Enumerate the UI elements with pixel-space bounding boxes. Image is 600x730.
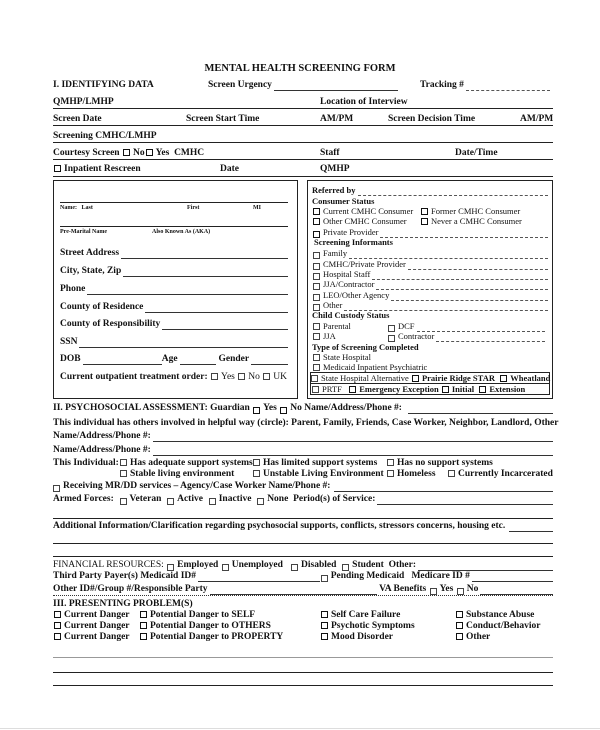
option-prairie[interactable]: Prairie Ridge STAR xyxy=(411,373,495,383)
informant-cmhc[interactable]: CMHC/Private Provider xyxy=(312,259,548,270)
phone-field[interactable] xyxy=(60,284,288,295)
county-residence-label: County of Residence xyxy=(60,302,144,312)
dob-label: DOB xyxy=(60,354,81,364)
screen-date-label: Screen Date xyxy=(53,114,102,124)
checkbox-yes[interactable] xyxy=(211,373,218,380)
county-residence-field[interactable] xyxy=(60,302,288,313)
premarital-label: Pre-Marital Name xyxy=(60,229,108,235)
dob-row[interactable] xyxy=(60,354,288,365)
cmhc-label: CMHC xyxy=(174,148,205,158)
problem-conduct[interactable]: Conduct/Behavior xyxy=(455,621,540,632)
option-parental[interactable]: Parental xyxy=(312,321,351,332)
checkbox-guardian-no xyxy=(280,407,287,414)
option-former-cmhc[interactable]: Former CMHC Consumer xyxy=(420,206,520,217)
dotted-divider xyxy=(53,595,553,596)
problem-substance-abuse[interactable]: Substance Abuse xyxy=(455,610,534,621)
phone-label: Phone xyxy=(60,284,86,294)
option-stable[interactable]: Stable living environment xyxy=(119,469,234,480)
screen-start-time-label: Screen Start Time xyxy=(186,114,260,124)
screening-row-1 xyxy=(311,373,550,384)
screen-urgency-field[interactable] xyxy=(208,80,398,91)
type-screening-heading: Type of Screening Completed xyxy=(312,342,419,352)
section-1-heading: I. IDENTIFYING DATA xyxy=(53,80,154,90)
armed-forces-row[interactable]: Armed Forces: Veteran Active Inactive None Period(s) of Service: xyxy=(53,494,553,505)
name-address-field-1[interactable]: Name/Address/Phone #: xyxy=(53,431,553,442)
underline xyxy=(53,176,553,177)
ssn-field[interactable] xyxy=(60,337,288,348)
informant-leo[interactable]: LEO/Other Agency xyxy=(312,290,548,301)
street-address-field[interactable] xyxy=(60,248,288,259)
tracking-label: Tracking # xyxy=(420,80,464,90)
name-address-field-2[interactable]: Name/Address/Phone #: xyxy=(53,445,553,456)
financial-label: FINANCIAL RESOURCES: xyxy=(53,560,164,570)
page-edge xyxy=(0,728,600,729)
checkbox-yes[interactable] xyxy=(146,149,153,156)
other-id-row[interactable]: Other ID#/Group #/Responsible Party VA Benefits Yes No xyxy=(53,584,553,595)
option-sha[interactable]: State Hospital Alternative xyxy=(311,373,409,383)
option-private-provider[interactable]: Private Provider xyxy=(312,227,548,238)
guardian-row[interactable]: II. PSYCHOSOCIAL ASSESSMENT: Guardian Yes No Name/Address/Phone #: xyxy=(53,403,553,414)
option-unstable[interactable]: Unstable Living Environment xyxy=(252,469,384,480)
option-contractor[interactable]: Contractor xyxy=(387,331,545,342)
tracking-field[interactable] xyxy=(420,80,550,91)
option-extension[interactable]: Extension xyxy=(478,384,525,394)
custody-heading: Child Custody Status xyxy=(312,310,390,320)
underline[interactable] xyxy=(53,556,553,557)
underline[interactable] xyxy=(53,518,553,519)
yes-label: Yes xyxy=(155,148,170,158)
city-field[interactable] xyxy=(60,266,288,277)
financial-row[interactable]: FINANCIAL RESOURCES: Employed Unemployed Disabled Student Other: xyxy=(53,560,553,571)
option-never-cmhc[interactable]: Never a CMHC Consumer xyxy=(420,216,522,227)
screening-row-2 xyxy=(311,384,525,395)
underline xyxy=(53,108,553,109)
first-label: First xyxy=(187,205,200,211)
problem-mood[interactable]: Mood Disorder xyxy=(320,632,393,643)
screen-decision-time-label: Screen Decision Time xyxy=(388,114,476,124)
problem-other[interactable]: Other xyxy=(455,632,490,643)
option-emergency[interactable]: Emergency Exception xyxy=(348,384,439,394)
name-label: Name: Last xyxy=(60,205,93,211)
underline[interactable] xyxy=(53,543,553,544)
problem-current-danger[interactable]: Current Danger xyxy=(53,621,130,632)
qmhp-lmhp-label: QMHP/LMHP xyxy=(53,97,114,107)
problem-danger-others[interactable]: Potential Danger to OTHERS xyxy=(139,621,271,632)
courtesy-label: Courtesy Screen xyxy=(53,148,120,158)
age-label: Age xyxy=(161,354,178,364)
referred-by-field[interactable]: Referred by xyxy=(312,185,548,196)
date-label: Date xyxy=(220,164,239,174)
county-responsibility-field[interactable] xyxy=(60,319,288,330)
problem-current-danger[interactable]: Current Danger xyxy=(53,610,130,621)
option-medicaid-inpatient[interactable]: Medicaid Inpatient Psychiatric xyxy=(312,362,427,373)
city-label: City, State, Zip xyxy=(60,266,122,276)
gender-label: Gender xyxy=(218,354,250,364)
no-label: No xyxy=(132,148,145,158)
checkbox-no[interactable] xyxy=(123,149,130,156)
checkbox-guardian-yes xyxy=(253,407,260,414)
checkbox-inpatient-rescreen[interactable] xyxy=(54,165,61,172)
informant-family[interactable]: Family xyxy=(312,248,548,259)
page-title: MENTAL HEALTH SCREENING FORM xyxy=(204,63,396,74)
aka-label: Also Known As (AKA) xyxy=(152,229,211,235)
ampm-label: AM/PM xyxy=(520,114,554,124)
date-time-label: Date/Time xyxy=(455,148,498,158)
checkbox-no[interactable] xyxy=(238,373,245,380)
problem-current-danger[interactable]: Current Danger xyxy=(53,632,130,643)
third-party-row[interactable]: Third Party Payer(s) Medicaid ID# Pending Medicaid Medicare ID # xyxy=(53,571,553,582)
screening-cmhc-label: Screening CMHC/LMHP xyxy=(53,131,157,141)
problem-self-care[interactable]: Self Care Failure xyxy=(320,610,400,621)
underline xyxy=(53,159,553,160)
inpatient-rescreen-label: Inpatient Rescreen xyxy=(64,164,141,174)
option-wheatland[interactable]: Wheatland xyxy=(499,373,550,383)
staff-label: Staff xyxy=(320,148,340,158)
ssn-label: SSN xyxy=(60,337,78,347)
option-limited[interactable]: Has limited support systems xyxy=(252,458,377,469)
mrdd-field[interactable]: Receiving MR/DD services – Agency/Case Worker Name/Phone #: xyxy=(53,481,553,492)
informants-heading: Screening Informants xyxy=(314,237,393,247)
option-incarcerated[interactable]: Currently Incarcerated xyxy=(447,469,553,480)
county-responsibility-label: County of Responsibility xyxy=(60,319,161,329)
informant-jja[interactable]: JJA/Contractor xyxy=(312,279,548,290)
option-homeless[interactable]: Homeless xyxy=(386,469,436,480)
additional-info-field[interactable]: Additional Information/Clarification regarding psychosocial supports, conflicts, stressors concerns, housing etc. xyxy=(53,521,553,532)
checkbox-uk[interactable] xyxy=(263,373,270,380)
section-3-heading: III. PRESENTING PROBLEM(S) xyxy=(53,599,193,609)
treatment-order: Current outpatient treatment order: Yes No UK xyxy=(60,372,287,382)
option-other-cmhc[interactable]: Other CMHC Consumer xyxy=(312,216,407,227)
option-jja[interactable]: JJA xyxy=(312,331,336,342)
underline xyxy=(53,125,553,126)
this-individual-label: This Individual: xyxy=(53,458,119,468)
ampm-label: AM/PM xyxy=(320,114,354,124)
problem-danger-property[interactable]: Potential Danger to PROPERTY xyxy=(139,632,283,643)
problem-danger-self[interactable]: Potential Danger to SELF xyxy=(139,610,255,621)
option-initial[interactable]: Initial xyxy=(441,384,474,394)
location-label: Location of Interview xyxy=(320,97,408,107)
underline[interactable] xyxy=(53,657,553,658)
option-no-support[interactable]: Has no support systems xyxy=(386,458,493,469)
courtesy-screen xyxy=(53,148,204,159)
consumer-status-heading: Consumer Status xyxy=(312,196,375,206)
option-prtf[interactable]: PRTF xyxy=(311,384,342,394)
others-involved: This individual has others involved in helpful way (circle): Parent, Family, Friends, Case Worker, Neighbor, Landlord, Other xyxy=(53,418,559,428)
screen-urgency-label: Screen Urgency xyxy=(208,80,272,90)
underline xyxy=(53,142,553,143)
problem-psychotic[interactable]: Psychotic Symptoms xyxy=(320,621,415,632)
street-label: Street Address xyxy=(60,248,120,258)
inpatient-rescreen xyxy=(53,164,141,175)
option-current-cmhc[interactable]: Current CMHC Consumer xyxy=(312,206,413,217)
underline[interactable] xyxy=(53,685,553,686)
option-state-hospital[interactable]: State Hospital xyxy=(312,352,371,363)
informant-other[interactable]: Other xyxy=(312,300,548,311)
section-2-heading: II. PSYCHOSOCIAL ASSESSMENT: Guardian xyxy=(53,403,250,413)
option-adequate[interactable]: Has adequate support systems xyxy=(119,458,253,469)
underline[interactable] xyxy=(53,672,553,673)
option-dcf[interactable]: DCF xyxy=(387,321,545,332)
qmhp-label: QMHP xyxy=(320,164,350,174)
informant-hospital-staff[interactable]: Hospital Staff xyxy=(312,269,548,280)
mi-label: MI xyxy=(253,205,261,211)
